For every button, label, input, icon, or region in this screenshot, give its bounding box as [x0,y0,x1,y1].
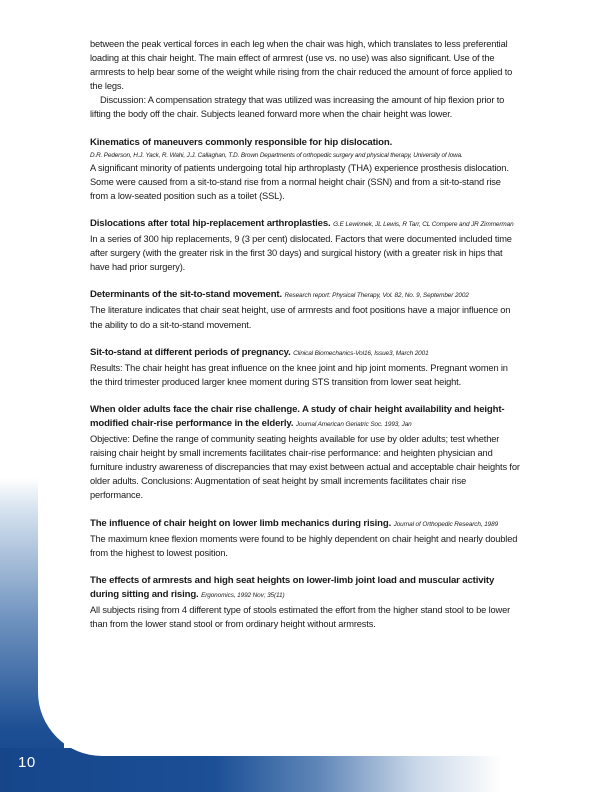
section-citation: Ergonomics, 1992 Nov; 35(11) [201,591,285,599]
section-title: Dislocations after total hip-replacement arthroplasties. G.E Lewinnek, JL Lewis, R Tarr, CL Compere and JR Zimmerman [90,217,514,229]
section-body: A significant minority of patients undergoing total hip arthroplasty (THA) experience prosthesis dislocation. Some were caused from a sit-to-stand rise from a normal height chair (SSN) and from a sit-to-stand rise from a low-seated position such as a toilet (SSL). [90,162,509,201]
section-body: In a series of 300 hip replacements, 9 (3 per cent) dislocated. Factors that were documented included time after surgery (with the greater risk in the first 30 days) and surgical history (with a greater risk in hips that have had prior surgery). [90,234,512,273]
section-title: When older adults face the chair rise challenge. A study of chair height availability and height-modified chair-rise performance in the elderly. Journal American Geriatric Soc. 1993, Jan [90,403,505,429]
section-body: All subjects rising from 4 different type of stools estimated the effort from the higher stand stool to be lower than from the lower stand stool or from ordinary height without armrests. [90,605,511,630]
section-body: The maximum knee flexion moments were found to be highly dependent on chair height and nearly doubled from the highest to lowest position. [90,533,518,558]
section-title: The effects of armrests and high seat heights on lower-limb joint load and muscular activity during sitting and rising. Ergonomics, 1992 Nov; 35(11) [90,574,495,600]
section-body: The literature indicates that chair seat height, use of armrests and foot positions have a major influence on the ability to do a sit-to-stand movement. [90,305,511,330]
section-citation: Journal American Geriatric Soc. 1993, Jan [295,420,412,428]
section-determinants [90,288,520,331]
section-pregnancy [90,346,520,389]
section-body: Results: The chair height has great influence on the knee joint and hip joint moments. Pregnant women in the third trimester produced larger knee moment during STS transition from lower seat height. [90,362,508,387]
section-older-adults [90,403,520,503]
section-authors: D.R. Pederson, H.J. Yack, R. Wahi, J.J. Callaghan, T.D. Brown Departments of orthopedic surgery and physical therapy, University of Iowa. [90,151,463,159]
page-number: 10 [18,754,36,771]
section-dislocations [90,217,520,274]
section-citation: Clinical Biomechanics-Vol16, Issue3, March 2001 [293,349,429,357]
intro-paragraph: between the peak vertical forces in each leg when the chair was high, which translates to less preferential loading at this chair height. The main effect of armrest (use vs. no use) was also significant. Use of the armrests to help bear some of the weight while rising from the chair reduced the amount of force applied to the legs. [90,39,513,92]
section-title: The influence of chair height on lower limb mechanics during rising. Journal of Orthopedic Research, 1989 [90,517,499,529]
section-citation: Journal of Orthopedic Research, 1989 [393,520,499,528]
discussion-paragraph: Discussion: A compensation strategy that was utilized was increasing the amount of hip flexion prior to lifting the body off the chair. Subjects leaned forward more when the chair height was lower. [90,95,505,120]
section-armrests [90,574,520,631]
section-chair-height [90,517,520,560]
section-title: Kinematics of maneuvers commonly responsible for hip dislocation. [90,136,393,148]
section-citation: G.E Lewinnek, JL Lewis, R Tarr, CL Compere and JR Zimmerman [333,220,514,228]
section-title: Sit-to-stand at different periods of pregnancy. Clinical Biomechanics-Vol16, Issue3, March 2001 [90,346,429,358]
section-body: Objective: Define the range of community seating heights available for use by older adults; test whether raising chair height by small increments facilitates chair-rise performance: and heighten physician and furniture industry awareness of discrepancies that may exist between actual and acceptable chair heights for older adults. Conclusions: Augmentation of seat height by small increments facilitates chair rise performance. [90,434,520,501]
section-citation: Research report: Physical Therapy, Vol. 82, No. 9, September 2002 [284,292,469,300]
section-title: Determinants of the sit-to-stand movement. Research report: Physical Therapy, Vol. 82, No. 9, September 2002 [90,289,469,301]
section-kinematics [90,136,520,203]
document-body [90,37,520,631]
